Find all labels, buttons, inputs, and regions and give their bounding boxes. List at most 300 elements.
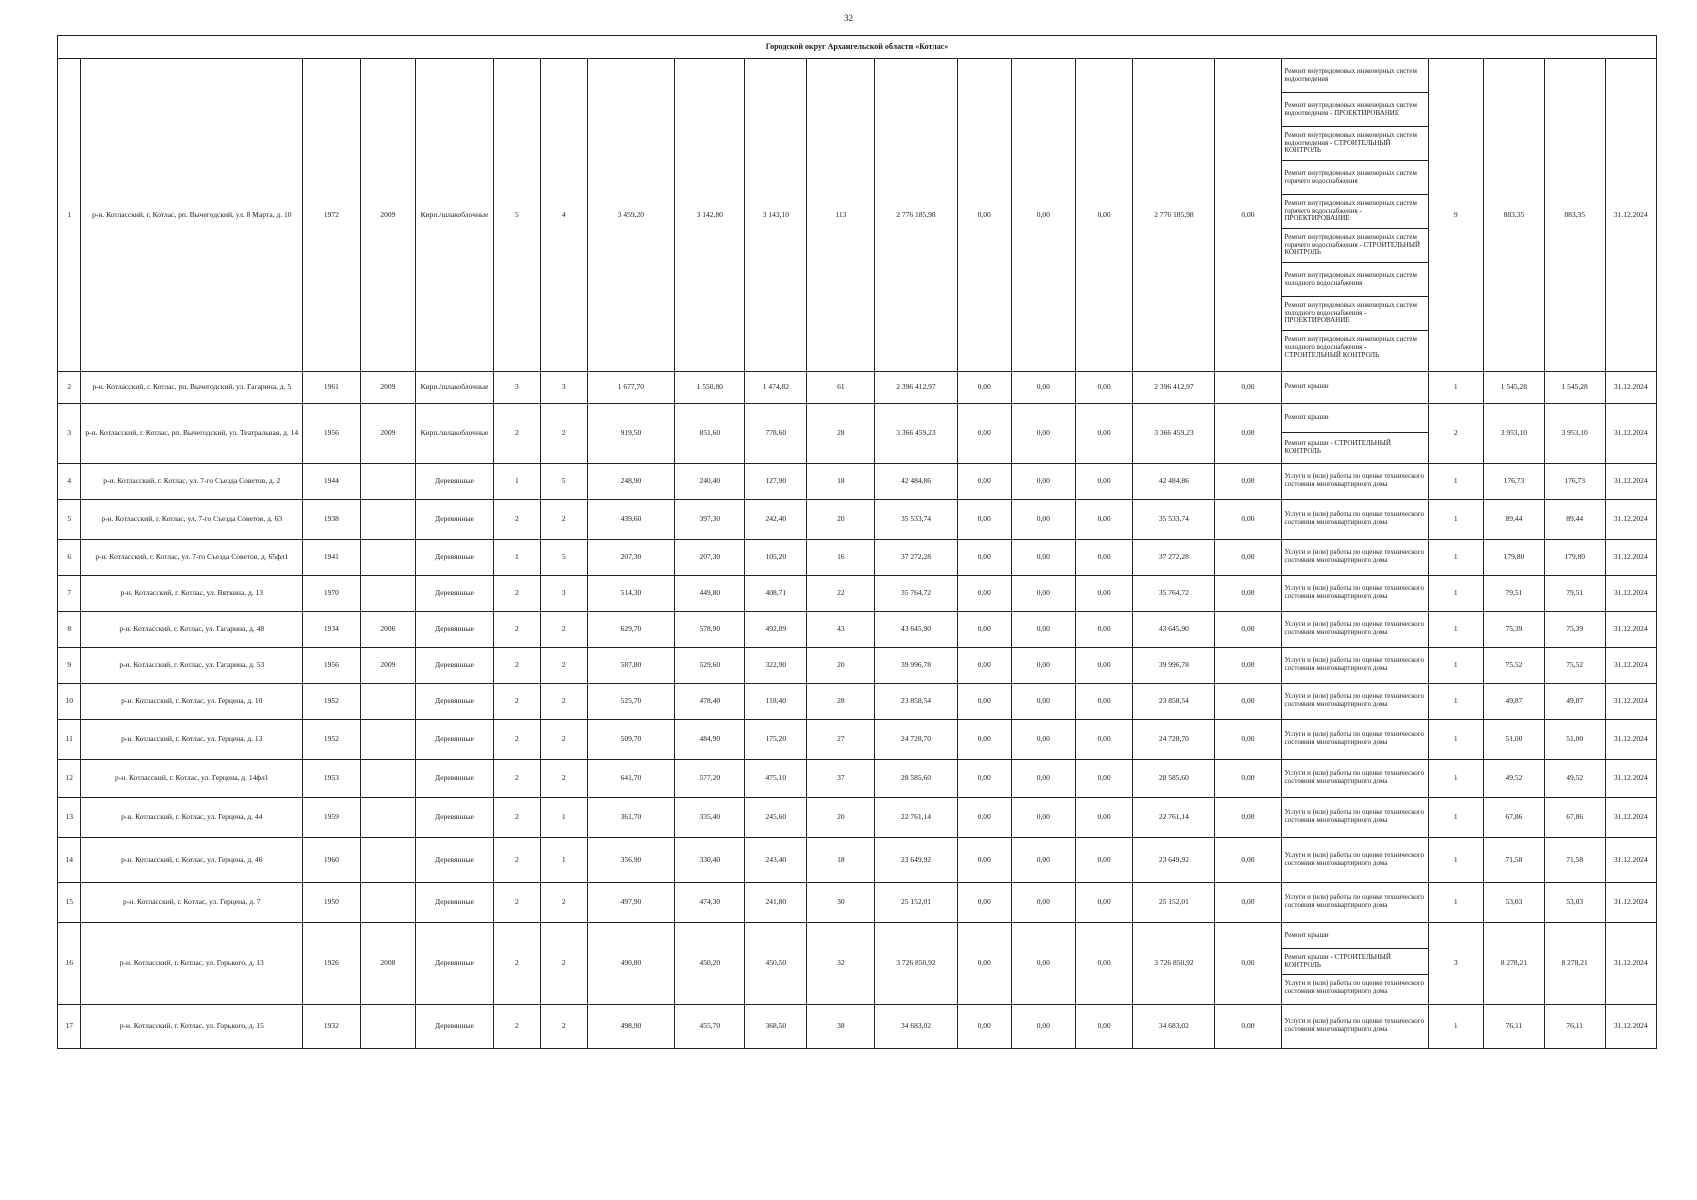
cell-area-residential: 450,50 <box>745 923 807 1005</box>
work-item-label: Услуги и (или) работы по оценке технического состояния многоквартирного дома <box>1284 893 1424 909</box>
cell-works <box>1281 883 1428 923</box>
region-title: Городской округ Архангельской области «Котлас» <box>58 36 1657 59</box>
cell-works <box>1281 798 1428 838</box>
cell-floors: 2 <box>493 923 540 1005</box>
cell-year-built: 1950 <box>303 883 361 923</box>
cell-unit-cost: 1 545,28 <box>1484 372 1545 404</box>
cell-entrances: 2 <box>540 883 587 923</box>
cell-floors: 2 <box>493 883 540 923</box>
cell-deadline: 31.12.2024 <box>1605 404 1656 464</box>
cell-entrances: 4 <box>540 59 587 372</box>
cell-year-built: 1926 <box>303 923 361 1005</box>
cell-area-residential: 241,80 <box>745 883 807 923</box>
cell-year-overhaul: 2009 <box>360 372 415 404</box>
cell-cost-total: 35 764,72 <box>875 576 957 612</box>
cell-unit-cost-max: 89,44 <box>1544 500 1605 540</box>
cell-num: 1 <box>58 59 81 372</box>
cell-residents: 30 <box>807 883 875 923</box>
cell-year-overhaul <box>360 798 415 838</box>
work-item-label: Ремонт внутридомовых инженерных систем горячего водоснабжения - ПРОЕКТИРОВАНИЕ <box>1284 198 1417 223</box>
cell-residents: 61 <box>807 372 875 404</box>
cell-residents: 43 <box>807 612 875 648</box>
cell-unit-cost: 8 278,21 <box>1484 923 1545 1005</box>
cell-fund-other: 0,00 <box>1215 798 1281 838</box>
cell-cost-total: 2 776 185,98 <box>875 59 957 372</box>
cell-fund-federal: 0,00 <box>957 576 1011 612</box>
work-item-label: Ремонт крыши <box>1284 930 1329 939</box>
table-row <box>58 648 1657 684</box>
cell-fund-federal: 0,00 <box>957 883 1011 923</box>
cell-address: р-н. Котласский, г. Котлас, ул. Герцена, д. 14фл1 <box>81 760 303 798</box>
cell-fund-other: 0,00 <box>1215 59 1281 372</box>
cell-works <box>1281 684 1428 720</box>
cell-address: р-н. Котласский, г. Котлас, ул. Гагарина, д. 53 <box>81 648 303 684</box>
cell-deadline: 31.12.2024 <box>1605 648 1656 684</box>
cell-area-residential: 105,20 <box>745 540 807 576</box>
cell-year-built: 1938 <box>303 500 361 540</box>
table-row <box>58 1005 1657 1049</box>
cell-fund-regional: 0,00 <box>1011 500 1075 540</box>
work-item-label: Ремонт внутридомовых инженерных систем холодного водоснабжения - ПРОЕКТИРОВАНИЕ <box>1284 300 1417 325</box>
cell-fund-owners: 23 858,54 <box>1133 684 1215 720</box>
cell-deadline: 31.12.2024 <box>1605 612 1656 648</box>
cell-cost-total: 35 533,74 <box>875 500 957 540</box>
cell-area-premises: 330,40 <box>675 838 745 883</box>
table-row <box>58 883 1657 923</box>
cell-area-residential: 322,90 <box>745 648 807 684</box>
work-item-label: Ремонт внутридомовых инженерных систем холодного водоснабжения - СТРОИТЕЛЬНЫЙ КОНТРОЛЬ <box>1284 335 1417 359</box>
cell-year-overhaul: 2008 <box>360 923 415 1005</box>
cell-residents: 18 <box>807 464 875 500</box>
cell-area-premises: 240,40 <box>675 464 745 500</box>
cell-cost-total: 24 728,70 <box>875 720 957 760</box>
cell-year-built: 1944 <box>303 464 361 500</box>
cell-address: р-н. Котласский, г. Котлас, ул. Горького, д. 15 <box>81 1005 303 1049</box>
cell-num: 16 <box>58 923 81 1005</box>
cell-fund-local: 0,00 <box>1075 612 1133 648</box>
cell-floors: 2 <box>493 798 540 838</box>
cell-works <box>1281 500 1428 540</box>
cell-year-overhaul: 2009 <box>360 59 415 372</box>
cell-cost-total: 23 858,54 <box>875 684 957 720</box>
cell-walls: Деревянные <box>416 648 494 684</box>
cell-walls: Деревянные <box>416 684 494 720</box>
work-item <box>1282 684 1428 718</box>
work-item <box>1282 540 1428 574</box>
cell-works <box>1281 59 1428 372</box>
cell-entrances: 2 <box>540 684 587 720</box>
work-item <box>1282 975 1428 1001</box>
work-item <box>1282 404 1428 433</box>
cell-year-built: 1956 <box>303 404 361 464</box>
cell-area-premises: 450,20 <box>675 923 745 1005</box>
cell-unit-cost-max: 75,52 <box>1544 648 1605 684</box>
table-row <box>58 798 1657 838</box>
cell-walls: Деревянные <box>416 500 494 540</box>
table-row <box>58 838 1657 883</box>
cell-area-total: 525,70 <box>587 684 674 720</box>
cell-works <box>1281 464 1428 500</box>
cell-year-built: 1934 <box>303 612 361 648</box>
cell-fund-owners: 2 396 412,97 <box>1133 372 1215 404</box>
cell-fund-other: 0,00 <box>1215 372 1281 404</box>
work-item-label: Услуги и (или) работы по оценке технического состояния многоквартирного дома <box>1284 620 1424 636</box>
cell-fund-regional: 0,00 <box>1011 883 1075 923</box>
cell-year-built: 1960 <box>303 838 361 883</box>
table-row <box>58 684 1657 720</box>
work-item <box>1282 464 1428 498</box>
work-item-label: Услуги и (или) работы по оценке технического состояния многоквартирного дома <box>1284 1017 1424 1033</box>
cell-unit-cost-max: 79,51 <box>1544 576 1605 612</box>
cell-address: р-н. Котласский, г. Котлас, ул. Герцена, д. 44 <box>81 798 303 838</box>
cell-work-count: 1 <box>1428 883 1483 923</box>
cell-area-residential: 245,60 <box>745 798 807 838</box>
work-item-label: Услуги и (или) работы по оценке технического состояния многоквартирного дома <box>1284 730 1424 746</box>
cell-address: р-н. Котласский, г. Котлас, ул. Герцена, д. 13 <box>81 720 303 760</box>
work-item-label: Ремонт крыши <box>1284 382 1329 391</box>
cell-walls: Деревянные <box>416 1005 494 1049</box>
cell-deadline: 31.12.2024 <box>1605 838 1656 883</box>
cell-fund-other: 0,00 <box>1215 540 1281 576</box>
cell-entrances: 5 <box>540 540 587 576</box>
cell-walls: Деревянные <box>416 464 494 500</box>
cell-deadline: 31.12.2024 <box>1605 576 1656 612</box>
cell-unit-cost-max: 8 278,21 <box>1544 923 1605 1005</box>
cell-fund-regional: 0,00 <box>1011 1005 1075 1049</box>
table-body <box>58 36 1657 1049</box>
cell-residents: 32 <box>807 923 875 1005</box>
cell-area-residential: 492,09 <box>745 612 807 648</box>
cell-cost-total: 34 683,02 <box>875 1005 957 1049</box>
work-item <box>1282 195 1428 229</box>
cell-cost-total: 23 649,92 <box>875 838 957 883</box>
cell-fund-local: 0,00 <box>1075 760 1133 798</box>
cell-fund-federal: 0,00 <box>957 838 1011 883</box>
cell-floors: 3 <box>493 372 540 404</box>
cell-fund-local: 0,00 <box>1075 59 1133 372</box>
cell-year-overhaul: 2006 <box>360 612 415 648</box>
cell-address: р-н. Котласский, г. Котлас, ул. Герцена, д. 10 <box>81 684 303 720</box>
cell-work-count: 1 <box>1428 464 1483 500</box>
cell-area-residential: 368,50 <box>745 1005 807 1049</box>
work-item-label: Ремонт внутридомовых инженерных систем водоотведения <box>1284 66 1417 83</box>
work-item <box>1282 93 1428 127</box>
cell-unit-cost-max: 67,86 <box>1544 798 1605 838</box>
cell-fund-local: 0,00 <box>1075 838 1133 883</box>
work-item <box>1282 161 1428 195</box>
cell-fund-other: 0,00 <box>1215 720 1281 760</box>
cell-year-overhaul <box>360 540 415 576</box>
cell-cost-total: 3 366 459,23 <box>875 404 957 464</box>
work-item-label: Услуги и (или) работы по оценке технического состояния многоквартирного дома <box>1284 472 1424 488</box>
cell-work-count: 1 <box>1428 760 1483 798</box>
table-row <box>58 59 1657 372</box>
cell-deadline: 31.12.2024 <box>1605 883 1656 923</box>
cell-fund-regional: 0,00 <box>1011 540 1075 576</box>
cell-fund-owners: 3 366 459,23 <box>1133 404 1215 464</box>
cell-unit-cost-max: 3 953,10 <box>1544 404 1605 464</box>
cell-walls: Деревянные <box>416 612 494 648</box>
cell-deadline: 31.12.2024 <box>1605 760 1656 798</box>
cell-year-built: 1952 <box>303 684 361 720</box>
cell-fund-regional: 0,00 <box>1011 576 1075 612</box>
cell-fund-other: 0,00 <box>1215 1005 1281 1049</box>
work-item <box>1282 229 1428 263</box>
cell-area-residential: 1 474,82 <box>745 372 807 404</box>
work-item-label: Услуги и (или) работы по оценке технического состояния многоквартирного дома <box>1284 548 1424 564</box>
cell-cost-total: 43 645,90 <box>875 612 957 648</box>
cell-fund-local: 0,00 <box>1075 404 1133 464</box>
cell-area-premises: 851,60 <box>675 404 745 464</box>
cell-unit-cost: 76,11 <box>1484 1005 1545 1049</box>
cell-num: 2 <box>58 372 81 404</box>
cell-year-overhaul: 2009 <box>360 404 415 464</box>
cell-work-count: 1 <box>1428 500 1483 540</box>
cell-work-count: 1 <box>1428 576 1483 612</box>
cell-year-built: 1952 <box>303 720 361 760</box>
work-item-label: Услуги и (или) работы по оценке технического состояния многоквартирного дома <box>1284 510 1424 526</box>
cell-num: 10 <box>58 684 81 720</box>
cell-area-total: 439,60 <box>587 500 674 540</box>
cell-area-premises: 397,30 <box>675 500 745 540</box>
cell-num: 13 <box>58 798 81 838</box>
cell-area-premises: 335,40 <box>675 798 745 838</box>
table-row <box>58 464 1657 500</box>
cell-unit-cost: 89,44 <box>1484 500 1545 540</box>
cell-fund-federal: 0,00 <box>957 720 1011 760</box>
cell-area-total: 629,70 <box>587 612 674 648</box>
cell-walls: Кирп./шлакоблочные <box>416 404 494 464</box>
cell-walls: Деревянные <box>416 798 494 838</box>
cell-address: р-н. Котласский, г. Котлас, ул. Гагарина, д. 48 <box>81 612 303 648</box>
cell-fund-federal: 0,00 <box>957 760 1011 798</box>
cell-num: 7 <box>58 576 81 612</box>
cell-unit-cost-max: 51,00 <box>1544 720 1605 760</box>
cell-unit-cost: 51,00 <box>1484 720 1545 760</box>
work-item-label: Ремонт крыши - СТРОИТЕЛЬНЫЙ КОНТРОЛЬ <box>1284 952 1391 969</box>
cell-year-built: 1953 <box>303 760 361 798</box>
cell-works <box>1281 612 1428 648</box>
cell-residents: 20 <box>807 798 875 838</box>
cell-entrances: 3 <box>540 372 587 404</box>
cell-fund-owners: 22 761,14 <box>1133 798 1215 838</box>
cell-area-premises: 1 550,80 <box>675 372 745 404</box>
cell-fund-regional: 0,00 <box>1011 838 1075 883</box>
cell-work-count: 1 <box>1428 684 1483 720</box>
cell-residents: 20 <box>807 648 875 684</box>
cell-fund-federal: 0,00 <box>957 500 1011 540</box>
cell-area-total: 497,90 <box>587 883 674 923</box>
cell-year-built: 1961 <box>303 372 361 404</box>
work-item <box>1282 127 1428 161</box>
cell-fund-owners: 35 533,74 <box>1133 500 1215 540</box>
cell-entrances: 2 <box>540 923 587 1005</box>
cell-address: р-н. Котласский, г. Котлас, ул. Герцена, д. 7 <box>81 883 303 923</box>
cell-fund-other: 0,00 <box>1215 464 1281 500</box>
table-row <box>58 540 1657 576</box>
cell-residents: 16 <box>807 540 875 576</box>
cell-area-total: 361,70 <box>587 798 674 838</box>
cell-fund-regional: 0,00 <box>1011 648 1075 684</box>
cell-floors: 2 <box>493 760 540 798</box>
cell-fund-local: 0,00 <box>1075 684 1133 720</box>
cell-deadline: 31.12.2024 <box>1605 59 1656 372</box>
cell-residents: 27 <box>807 720 875 760</box>
cell-year-overhaul <box>360 838 415 883</box>
cell-area-premises: 3 142,80 <box>675 59 745 372</box>
work-item-label: Услуги и (или) работы по оценке технического состояния многоквартирного дома <box>1284 584 1424 600</box>
cell-year-built: 1959 <box>303 798 361 838</box>
work-item <box>1282 59 1428 93</box>
cell-entrances: 2 <box>540 760 587 798</box>
cell-num: 11 <box>58 720 81 760</box>
cell-address: р-н. Котласский, г. Котлас, ул. Вяткина, д. 13 <box>81 576 303 612</box>
cell-area-premises: 455,70 <box>675 1005 745 1049</box>
cell-year-overhaul <box>360 720 415 760</box>
cell-area-total: 587,80 <box>587 648 674 684</box>
cell-fund-local: 0,00 <box>1075 648 1133 684</box>
cell-area-residential: 408,71 <box>745 576 807 612</box>
cell-year-overhaul: 2009 <box>360 648 415 684</box>
work-item <box>1282 372 1428 402</box>
region-header-row <box>58 36 1657 59</box>
cell-unit-cost-max: 1 545,28 <box>1544 372 1605 404</box>
cell-address: р-н. Котласский, г. Котлас, ул. Горького, д. 13 <box>81 923 303 1005</box>
cell-address: р-н. Котласский, г. Котлас, ул. 7-го Съезда Советов, д. 63 <box>81 500 303 540</box>
cell-year-overhaul <box>360 684 415 720</box>
cell-area-residential: 127,90 <box>745 464 807 500</box>
cell-floors: 2 <box>493 838 540 883</box>
cell-unit-cost: 49,52 <box>1484 760 1545 798</box>
table-row <box>58 760 1657 798</box>
cell-walls: Деревянные <box>416 760 494 798</box>
cell-fund-other: 0,00 <box>1215 612 1281 648</box>
cell-unit-cost-max: 53,03 <box>1544 883 1605 923</box>
cell-fund-federal: 0,00 <box>957 464 1011 500</box>
cell-fund-local: 0,00 <box>1075 883 1133 923</box>
cell-year-overhaul <box>360 576 415 612</box>
cell-cost-total: 37 272,28 <box>875 540 957 576</box>
cell-unit-cost: 71,58 <box>1484 838 1545 883</box>
cell-address: р-н. Котласский, г. Котлас, ул. Герцена, д. 46 <box>81 838 303 883</box>
cell-works <box>1281 404 1428 464</box>
cell-address: р-н. Котласский, г. Котлас, ул. 7-го Съезда Советов, д. 65фл1 <box>81 540 303 576</box>
work-item-label: Ремонт внутридомовых инженерных систем горячего водоснабжения <box>1284 168 1417 185</box>
cell-work-count: 9 <box>1428 59 1483 372</box>
cell-fund-owners: 2 776 185,98 <box>1133 59 1215 372</box>
cell-fund-regional: 0,00 <box>1011 684 1075 720</box>
cell-unit-cost-max: 176,73 <box>1544 464 1605 500</box>
cell-fund-local: 0,00 <box>1075 798 1133 838</box>
work-item <box>1282 576 1428 610</box>
cell-area-total: 498,90 <box>587 1005 674 1049</box>
work-item <box>1282 838 1428 881</box>
cell-works <box>1281 540 1428 576</box>
cell-walls: Кирп./шлакоблочные <box>416 59 494 372</box>
cell-fund-local: 0,00 <box>1075 372 1133 404</box>
cell-year-overhaul <box>360 464 415 500</box>
cell-unit-cost-max: 179,80 <box>1544 540 1605 576</box>
cell-fund-federal: 0,00 <box>957 404 1011 464</box>
cell-works <box>1281 576 1428 612</box>
cell-address: р-н. Котласский, г. Котлас, рп. Вычегодский, ул. 8 Марта, д. 10 <box>81 59 303 372</box>
cell-entrances: 2 <box>540 648 587 684</box>
cell-cost-total: 2 396 412,97 <box>875 372 957 404</box>
cell-work-count: 3 <box>1428 923 1483 1005</box>
cell-num: 17 <box>58 1005 81 1049</box>
cell-fund-local: 0,00 <box>1075 923 1133 1005</box>
cell-num: 4 <box>58 464 81 500</box>
cell-cost-total: 3 726 850,92 <box>875 923 957 1005</box>
cell-fund-regional: 0,00 <box>1011 720 1075 760</box>
cell-fund-local: 0,00 <box>1075 500 1133 540</box>
cell-cost-total: 25 152,01 <box>875 883 957 923</box>
cell-floors: 2 <box>493 1005 540 1049</box>
cell-fund-other: 0,00 <box>1215 923 1281 1005</box>
cell-entrances: 3 <box>540 576 587 612</box>
cell-walls: Деревянные <box>416 883 494 923</box>
cell-num: 14 <box>58 838 81 883</box>
cell-residents: 28 <box>807 404 875 464</box>
cell-area-residential: 778,60 <box>745 404 807 464</box>
cell-floors: 2 <box>493 612 540 648</box>
cell-deadline: 31.12.2024 <box>1605 923 1656 1005</box>
cell-fund-local: 0,00 <box>1075 464 1133 500</box>
cell-fund-owners: 35 764,72 <box>1133 576 1215 612</box>
cell-fund-federal: 0,00 <box>957 798 1011 838</box>
cell-entrances: 2 <box>540 500 587 540</box>
cell-fund-federal: 0,00 <box>957 540 1011 576</box>
table-row <box>58 500 1657 540</box>
cell-fund-local: 0,00 <box>1075 540 1133 576</box>
cell-deadline: 31.12.2024 <box>1605 464 1656 500</box>
cell-num: 3 <box>58 404 81 464</box>
cell-area-residential: 118,40 <box>745 684 807 720</box>
cell-area-total: 356,90 <box>587 838 674 883</box>
work-item-label: Ремонт внутридомовых инженерных систем горячего водоснабжения - СТРОИТЕЛЬНЫЙ КОНТРОЛЬ <box>1284 232 1420 257</box>
cell-address: р-н. Котласский, г. Котлас, рп. Вычегодский, ул. Гагарина, д. 5 <box>81 372 303 404</box>
cell-area-total: 207,30 <box>587 540 674 576</box>
cell-year-overhaul <box>360 760 415 798</box>
cell-address: р-н. Котласский, г. Котлас, рп. Вычегодский, ул. Театральная, д. 14 <box>81 404 303 464</box>
table-row <box>58 404 1657 464</box>
cell-num: 8 <box>58 612 81 648</box>
cell-area-residential: 3 143,10 <box>745 59 807 372</box>
cell-work-count: 1 <box>1428 540 1483 576</box>
cell-area-residential: 242,40 <box>745 500 807 540</box>
work-item <box>1282 433 1428 462</box>
cell-fund-federal: 0,00 <box>957 59 1011 372</box>
cell-fund-regional: 0,00 <box>1011 464 1075 500</box>
cell-fund-local: 0,00 <box>1075 720 1133 760</box>
cell-works <box>1281 720 1428 760</box>
page-number: 32 <box>844 13 853 23</box>
cell-area-residential: 175,20 <box>745 720 807 760</box>
cell-works <box>1281 648 1428 684</box>
cell-fund-owners: 28 585,60 <box>1133 760 1215 798</box>
cell-unit-cost: 53,03 <box>1484 883 1545 923</box>
cell-unit-cost-max: 75,39 <box>1544 612 1605 648</box>
table-row <box>58 612 1657 648</box>
cell-unit-cost: 75,39 <box>1484 612 1545 648</box>
cell-fund-regional: 0,00 <box>1011 404 1075 464</box>
work-item <box>1282 1005 1428 1047</box>
cell-area-total: 3 459,20 <box>587 59 674 372</box>
work-item <box>1282 760 1428 796</box>
cell-works <box>1281 1005 1428 1049</box>
cell-area-total: 248,90 <box>587 464 674 500</box>
cell-year-built: 1956 <box>303 648 361 684</box>
